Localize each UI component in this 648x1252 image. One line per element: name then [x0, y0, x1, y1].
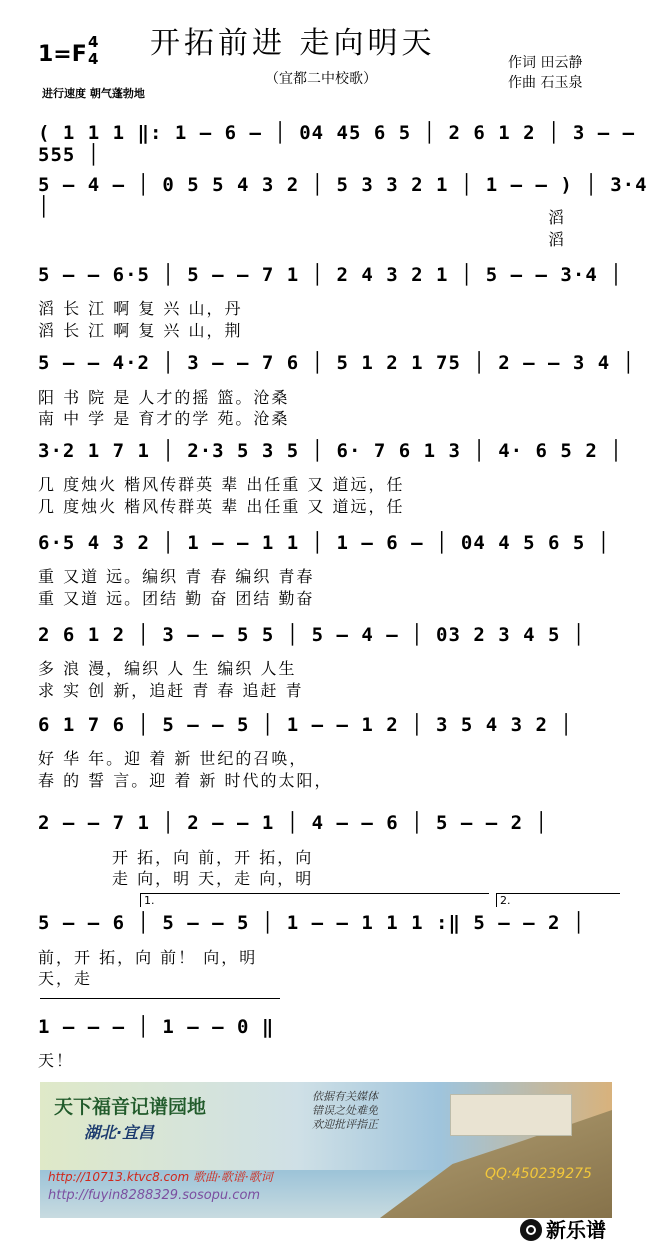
staff-line-10: 5 — — 6 │ 5 — — 5 │ 1 — — 1 1 1 :‖ 5 — — 2 │ [38, 912, 586, 934]
lyric-line-2a: 滔 长 江 啊 复 兴 山，丹 [38, 299, 243, 318]
lyric-line-7b: 春 的 誓 言。迎 着 新 时代的太阳， [38, 771, 333, 790]
lyricist-credit: 作词 田云静 [508, 55, 583, 71]
volta-2: 2. [496, 893, 620, 907]
time-signature [88, 34, 98, 68]
ending-bracket [40, 998, 280, 999]
lyric-line-9a: 前，开 拓，向 前！ 向，明 [38, 948, 258, 967]
composer-credit: 作曲 石玉泉 [508, 75, 583, 91]
lyric-line-4b: 几 度烛火 楷风传群英 辈 出任重 又 道远，任 [38, 497, 405, 516]
time-signature-bottom: 4 [88, 50, 99, 68]
subtitle: （宜都二中校歌） [265, 71, 377, 87]
staff-line-11: 1 — — — │ 1 — — 0 ‖ [38, 1016, 275, 1038]
record-icon [520, 1219, 542, 1241]
site-logo[interactable] [520, 1214, 606, 1243]
lyric-line-2b: 滔 长 江 啊 复 兴 山，荆 [38, 321, 243, 340]
banner-place: 湖北·宜昌 [84, 1123, 155, 1142]
banner-note-3: 欢迎批评指正 [312, 1118, 378, 1131]
lyric-line-8b: 走 向，明 天，走 向，明 [112, 869, 314, 888]
staff-line-1: ( 1 1 1 ‖: 1 — 6 — │ 04 45 6 5 │ 2 6 1 2 │ 3 — — 555 │ [38, 122, 636, 166]
banner-qq: QQ:450239275 [485, 1166, 592, 1182]
lyric-line-4a: 几 度烛火 楷风传群英 辈 出任重 又 道远，任 [38, 475, 405, 494]
song-title: 开拓前进 走向明天 [150, 26, 436, 61]
lyric-line-3a: 阳 书 院 是 人才的摇 篮。沧桑 [38, 388, 290, 407]
lyric-line-5a: 重 又道 远。编织 青 春 编织 青春 [38, 567, 315, 586]
staff-line-4: 5 — — 4·2 │ 3 — — 7 6 │ 5 1 2 1 75 │ 2 — — 3 4 │ [38, 352, 636, 374]
time-signature-top: 4 [88, 33, 99, 51]
tempo-marking: 进行速度 朝气蓬勃地 [42, 87, 145, 100]
banner-url-1[interactable]: http://10713.ktvc8.com 歌曲·歌谱·歌词 [48, 1170, 273, 1184]
logo-text: 新乐谱 [546, 1218, 606, 1242]
building-image [450, 1094, 572, 1136]
banner-note [312, 1090, 378, 1132]
staff-line-3: 5 — — 6·5 │ 5 — — 7 1 │ 2 4 3 2 1 │ 5 — — 3·4 │ [38, 264, 623, 286]
staff-line-8: 6 1 7 6 │ 5 — — 5 │ 1 — — 1 2 │ 3 5 4 3 2 │ [38, 714, 573, 736]
banner-note-1: 依据有关媒体 [312, 1090, 378, 1103]
lyric-line-3b: 南 中 学 是 育才的学 苑。沧桑 [38, 409, 290, 428]
volta-1: 1. [140, 893, 489, 907]
staff-line-2: 5 — 4 — │ 0 5 5 4 3 2 │ 5 3 3 2 1 │ 1 — — ) │ 3·4 │ [38, 174, 648, 218]
banner-title: 天下福音记谱园地 [54, 1096, 207, 1118]
staff-line-9: 2 — — 7 1 │ 2 — — 1 │ 4 — — 6 │ 5 — — 2 │ [38, 812, 548, 834]
lyric-line-1b: 滔 [548, 230, 567, 249]
staff-line-5: 3·2 1 7 1 │ 2·3 5 3 5 │ 6· 7 6 1 3 │ 4· 6 5 2 │ [38, 440, 623, 462]
lyric-line-10: 天！ [38, 1051, 75, 1070]
lyric-line-6b: 求 实 创 新，追赶 青 春 追赶 青 [38, 681, 304, 700]
staff-line-6: 6·5 4 3 2 │ 1 — — 1 1 │ 1 — 6 — │ 04 4 5 6 5 │ [38, 532, 611, 554]
lyric-line-9b: 天，走 [38, 969, 93, 988]
banner-note-2: 错误之处难免 [312, 1104, 378, 1117]
key-signature: 1=F [38, 42, 87, 67]
lyric-line-6a: 多 浪 漫，编织 人 生 编织 人生 [38, 659, 297, 678]
lyric-line-8a: 开 拓，向 前，开 拓，向 [112, 848, 314, 867]
lyric-line-1a: 滔 [548, 208, 567, 227]
banner-url-2[interactable]: http://fuyin8288329.sosopu.com [48, 1188, 261, 1203]
lyric-line-7a: 好 华 年。迎 着 新 世纪的召唤， [38, 749, 308, 768]
website-banner [40, 1082, 612, 1218]
lyric-line-5b: 重 又道 远。团结 勤 奋 团结 勤奋 [38, 589, 315, 608]
staff-line-7: 2 6 1 2 │ 3 — — 5 5 │ 5 — 4 — │ 03 2 3 4 5 │ [38, 624, 586, 646]
